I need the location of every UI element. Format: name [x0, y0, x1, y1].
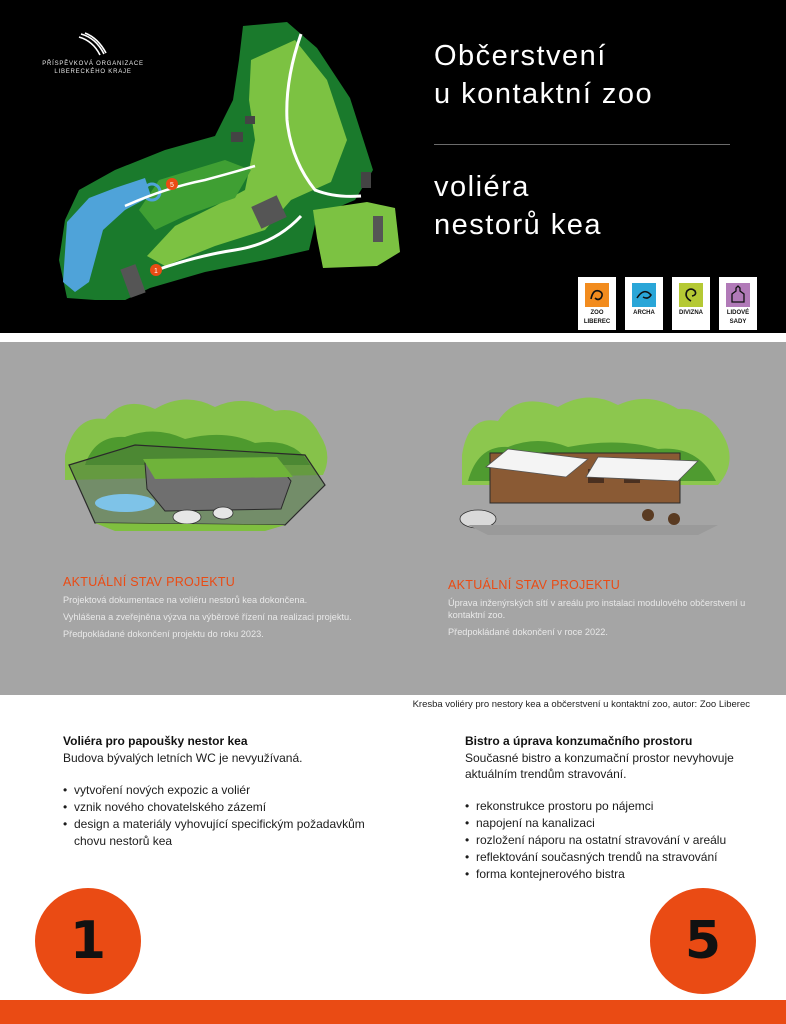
column-bistro-intro: Současné bistro a konzumační prostor nevyhovuje aktuálním trendům stravování.: [465, 751, 734, 781]
status-aviary-text-1: Projektová dokumentace na voliéru nestorů kea dokončena.: [63, 595, 308, 605]
aviary-sketch-rock-1: [173, 510, 201, 524]
column-aviary: [63, 734, 393, 850]
bistro-sketch-table-1: [642, 509, 654, 521]
bistro-sketch: [448, 385, 738, 545]
header: [0, 0, 786, 333]
list-item: • vytvoření nových expozic a voliér: [63, 782, 393, 799]
column-aviary-heading: Voliéra pro papoušky nestor kea: [63, 734, 248, 748]
brand-label-zoo: ZOO: [590, 310, 604, 316]
brand-card-divizna: [672, 277, 710, 330]
list-item: • forma kontejnerového bistra: [465, 866, 765, 883]
bistro-sketch-canopy-2: [586, 457, 698, 481]
brand-label-archa: ARCHA: [633, 310, 655, 316]
map-east-block: [313, 202, 400, 268]
divizna-icon: [679, 283, 703, 307]
column-aviary-bullets: [63, 782, 393, 850]
project-number-5: 5: [684, 911, 722, 971]
status-bistro-text-1: Úprava inženýrských sítí v areálu pro instalaci modulového občerstvení u kontaktní zoo.: [448, 598, 746, 620]
brand-sublabel-lidove: SADY: [729, 319, 747, 325]
zoo-map: [55, 20, 400, 300]
column-bistro-heading: Bistro a úprava konzumačního prostoru: [465, 734, 693, 748]
map-building-5: [245, 116, 255, 124]
column-bistro-bullets: [465, 798, 765, 883]
brand-label-lidove: LIDOVÉ: [726, 310, 750, 316]
footer-accent-bar: [0, 1000, 786, 1024]
bistro-sketch-ground: [468, 525, 718, 535]
logo-line-2: LIBERECKÉHO KRAJE: [54, 69, 132, 75]
title-line-3: voliéra: [434, 171, 530, 203]
illustration-credit: Kresba voliéry pro nestory kea a občerstvení u kontaktní zoo, autor: Zoo Liberec: [412, 699, 750, 710]
status-aviary-text-3: Předpokládané dokončení projektu do roku 2023.: [63, 629, 264, 639]
project-number-1: 1: [69, 911, 107, 971]
status-aviary-text-2: Vyhlášena a zveřejněna výzva na výběrové řízení na realizaci projektu.: [63, 612, 352, 622]
brand-card-archa: [625, 277, 663, 330]
zoo-liberec-icon: [585, 283, 609, 307]
status-aviary-heading: AKTUÁLNÍ STAV PROJEKTU: [63, 575, 236, 589]
aviary-sketch: [55, 385, 335, 535]
aviary-sketch-water: [95, 494, 155, 512]
title-divider: [434, 144, 730, 145]
list-item: • vznik nového chovatelského zázemí: [63, 799, 393, 816]
list-item: • reflektování současných trendů na stravování: [465, 849, 765, 866]
brand-card-lidove-sady: [719, 277, 757, 330]
status-bistro: [448, 578, 748, 643]
lidove-sady-icon: [726, 283, 750, 307]
title-line-1: Občerstvení: [434, 40, 607, 72]
list-item: • napojení na kanalizaci: [465, 815, 765, 832]
title-line-2: u kontaktní zoo: [434, 78, 654, 110]
logo-line-1: PŘÍSPĚVKOVÁ ORGANIZACE: [42, 61, 144, 67]
bistro-sketch-table-2: [668, 513, 680, 525]
title-block-refreshment: [434, 37, 653, 113]
column-bistro: [465, 734, 765, 883]
map-building-4: [231, 132, 243, 142]
title-block-aviary: [434, 168, 602, 244]
status-aviary: [63, 575, 363, 645]
list-item: • rozložení náporu na ostatní stravování v areálu: [465, 832, 765, 849]
map-marker-5-label: 5: [170, 182, 174, 189]
map-building-2: [373, 216, 383, 242]
brand-label-divizna: DIVIZNA: [679, 310, 703, 316]
status-bistro-text-2: Předpokládané dokončení v roce 2022.: [448, 627, 608, 637]
project-number-badge-1: [35, 888, 141, 994]
status-bistro-heading: AKTUÁLNÍ STAV PROJEKTU: [448, 578, 621, 592]
brand-sublabel-zoo: LIBEREC: [583, 319, 611, 325]
brand-cards: [578, 277, 757, 330]
list-item: • rekonstrukce prostoru po nájemci: [465, 798, 765, 815]
list-item: • design a materiály vyhovující specifickým požadavkům chovu nestorů kea: [63, 816, 393, 850]
aviary-sketch-green-roof: [143, 457, 293, 479]
brand-card-zoo: [578, 277, 616, 330]
aviary-sketch-rock-2: [213, 507, 233, 519]
map-building-6: [361, 172, 371, 188]
column-aviary-intro: Budova bývalých letních WC je nevyužívaná.: [63, 751, 303, 765]
archa-icon: [632, 283, 656, 307]
title-line-4: nestorů kea: [434, 209, 603, 241]
project-number-badge-5: [650, 888, 756, 994]
map-marker-1-label: 1: [154, 268, 158, 275]
